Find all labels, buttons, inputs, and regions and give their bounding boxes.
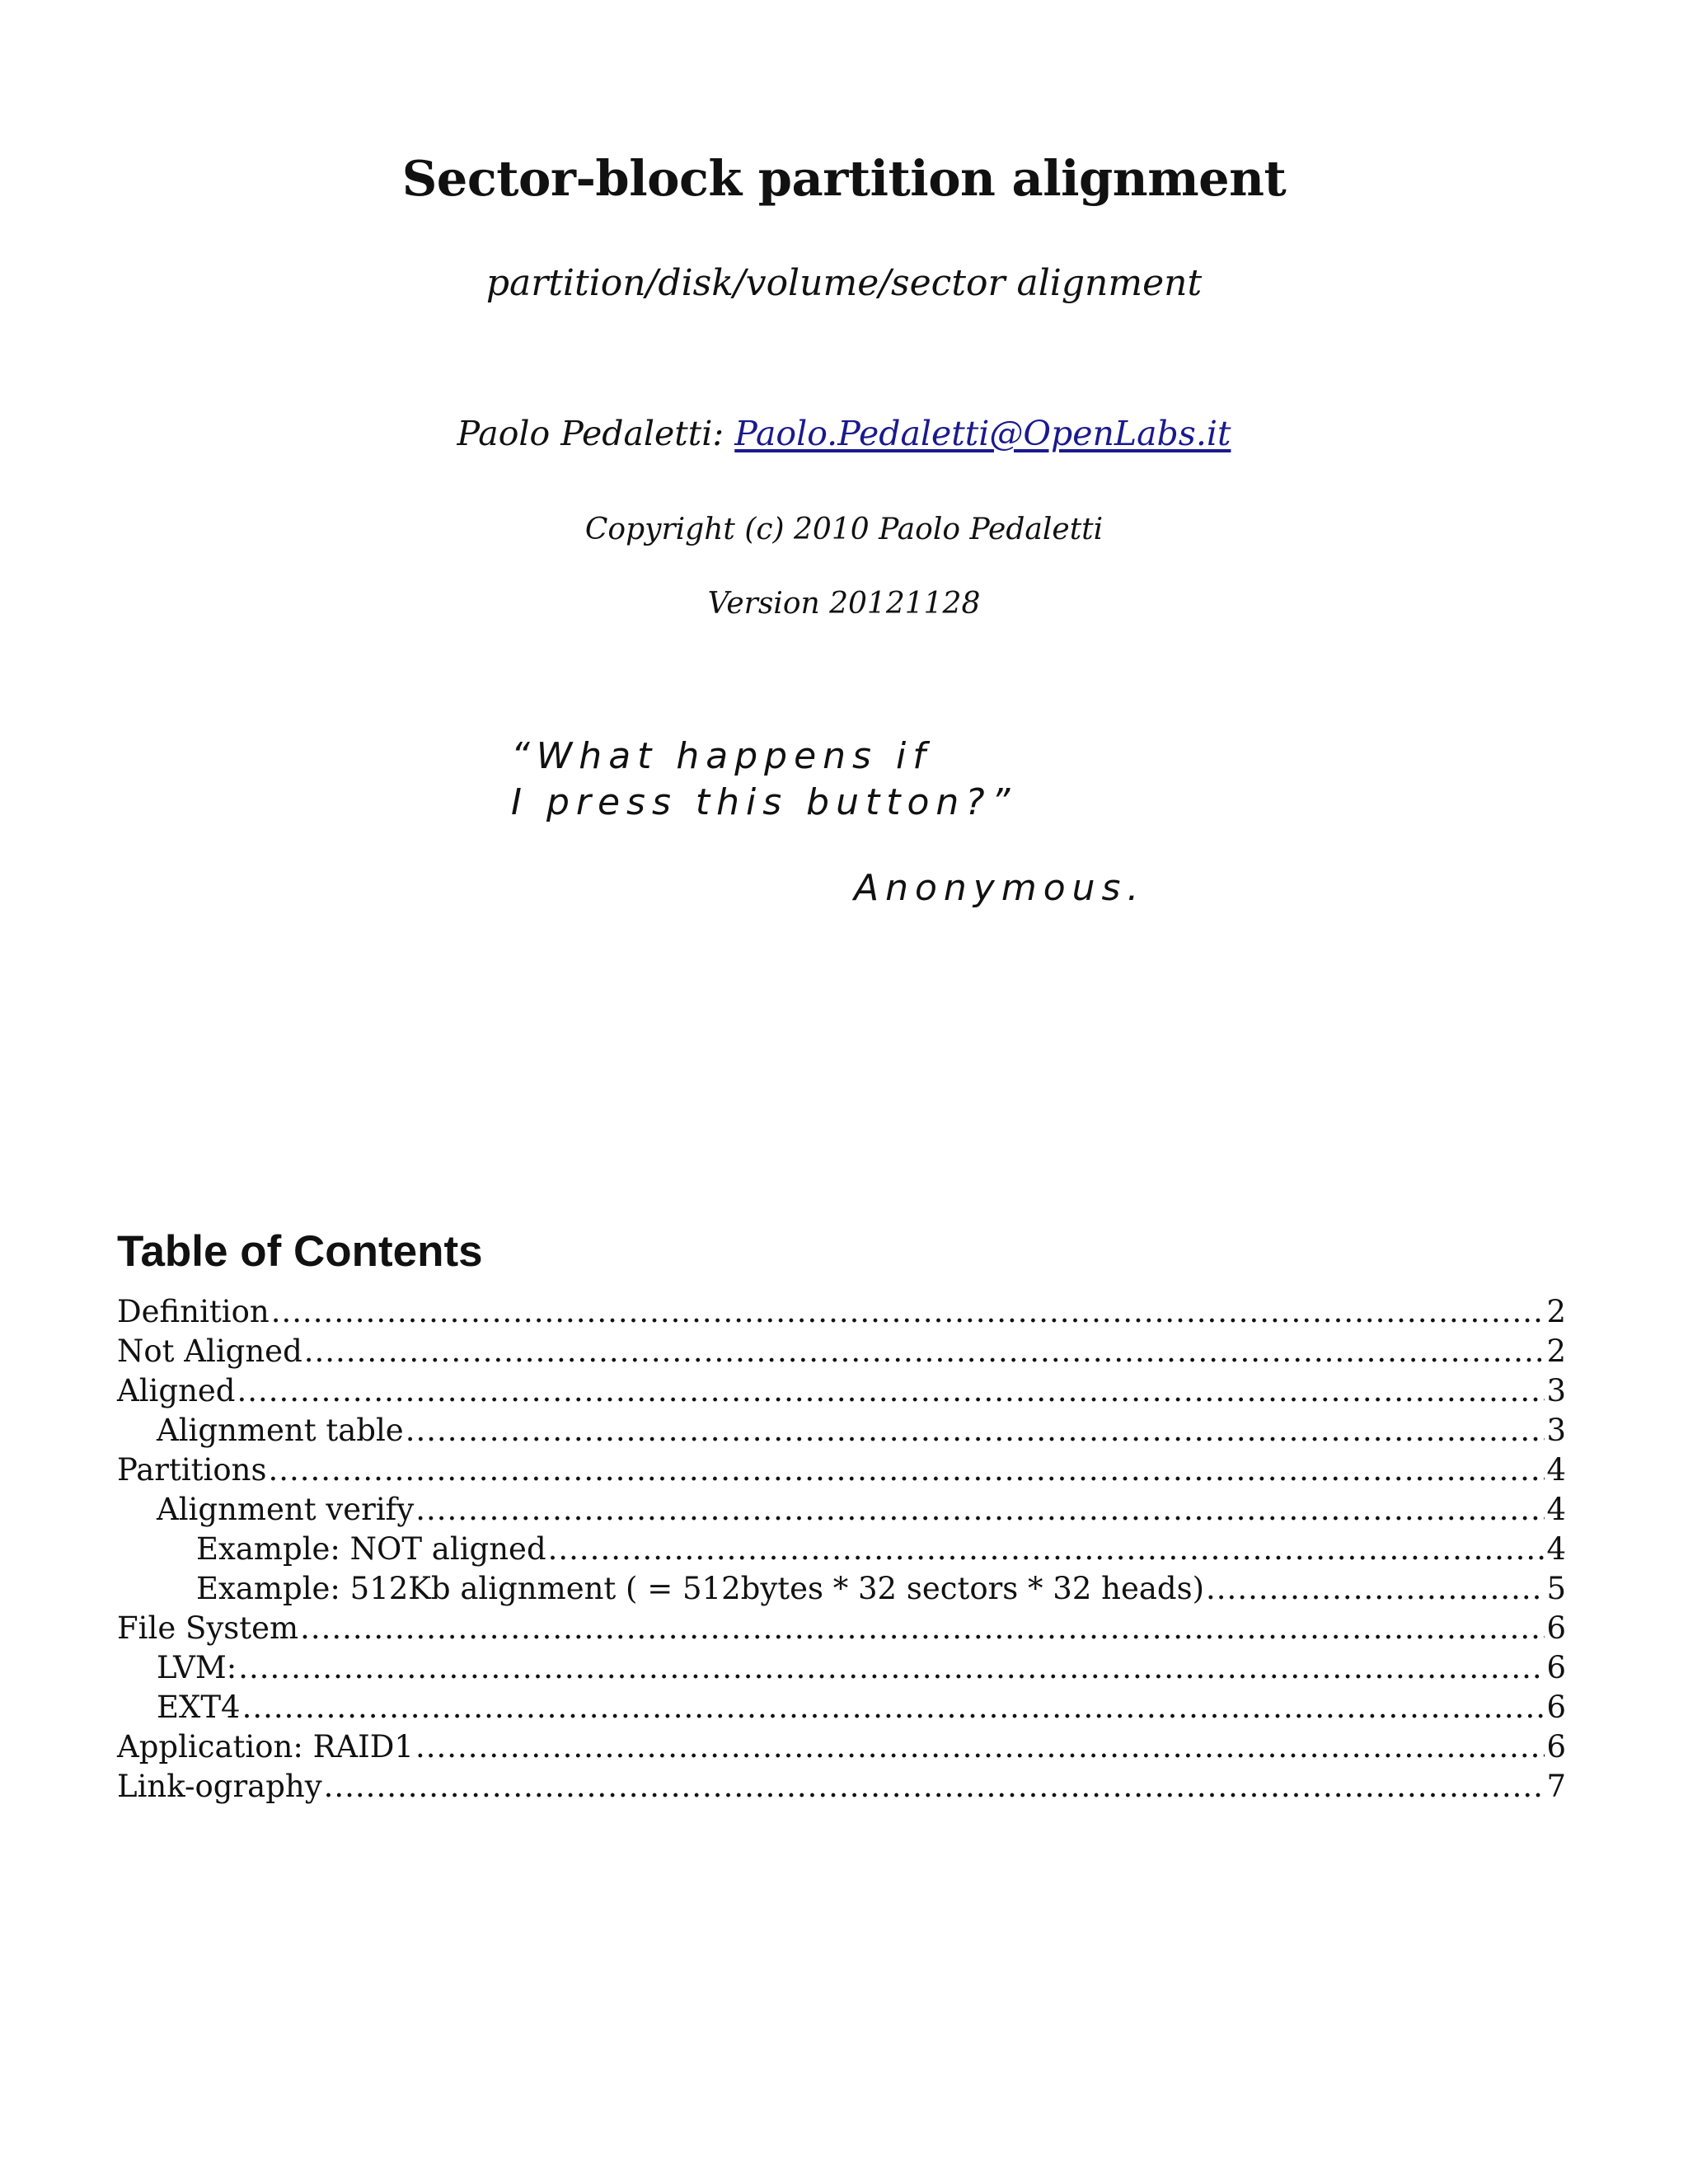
toc-entry-page: 4 [1546, 1492, 1566, 1527]
toc-entry-title: LVM: [157, 1650, 237, 1685]
toc-dot-leader [238, 1648, 1545, 1688]
toc-entry-title: Application: RAID1 [117, 1729, 414, 1765]
toc-entry-page: 7 [1546, 1769, 1566, 1804]
toc-entry-title: EXT4 [157, 1690, 241, 1725]
toc-entry-file-system[interactable] [117, 1609, 1566, 1648]
toc-entry-link-ography[interactable] [117, 1767, 1566, 1807]
toc-dot-leader [415, 1490, 1545, 1530]
toc-entry-page: 6 [1546, 1610, 1566, 1646]
toc-entry-example-not-aligned[interactable] [117, 1530, 1566, 1569]
version-label: Version 20121128 [707, 587, 981, 621]
toc-entry-title: Alignment verify [157, 1492, 415, 1527]
epigraph-quote: “What happens if I press this button?” [511, 735, 1017, 823]
toc-entry-page: 6 [1546, 1729, 1566, 1765]
toc-entry-page: 3 [1546, 1373, 1566, 1408]
toc-entry-title: File System [117, 1610, 299, 1646]
toc-entry-page: 2 [1546, 1294, 1566, 1329]
toc-entry-alignment-table[interactable] [117, 1411, 1566, 1451]
toc-entry-ext4[interactable] [117, 1688, 1566, 1727]
toc-entry-page: 2 [1546, 1333, 1566, 1369]
toc-dot-leader [1206, 1569, 1545, 1609]
toc-entry-page: 4 [1546, 1531, 1566, 1567]
toc-entry-not-aligned[interactable] [117, 1332, 1566, 1371]
toc-entry-page: 3 [1546, 1413, 1566, 1448]
document-title: Sector-block partition alignment [401, 150, 1287, 207]
toc-dot-leader [237, 1371, 1545, 1411]
epigraph-attribution: Anonymous. [854, 867, 1146, 909]
toc-dot-leader [415, 1727, 1545, 1767]
toc-dot-leader [406, 1411, 1545, 1451]
toc-dot-leader [271, 1292, 1545, 1332]
toc-entry-page: 6 [1546, 1650, 1566, 1685]
toc-entry-page: 5 [1546, 1571, 1566, 1606]
copyright-notice: Copyright (c) 2010 Paolo Pedaletti [584, 513, 1104, 546]
author-email-link[interactable]: Paolo.Pedaletti@OpenLabs.it [734, 414, 1231, 453]
toc-entry-page: 6 [1546, 1690, 1566, 1725]
toc-entry-partitions[interactable] [117, 1451, 1566, 1490]
toc-entry-aligned[interactable] [117, 1371, 1566, 1411]
toc-dot-leader [242, 1688, 1545, 1727]
toc-dot-leader [548, 1530, 1545, 1569]
table-of-contents [117, 1292, 1566, 1807]
document-subtitle: partition/disk/volume/sector alignment [485, 262, 1203, 304]
toc-entry-title: Alignment table [157, 1413, 404, 1448]
author-line [0, 414, 1688, 453]
toc-entry-application-raid1[interactable] [117, 1727, 1566, 1767]
toc-entry-definition[interactable] [117, 1292, 1566, 1332]
toc-entry-title: Partitions [117, 1452, 267, 1488]
toc-dot-leader [300, 1609, 1545, 1648]
toc-entry-alignment-verify[interactable] [117, 1490, 1566, 1530]
toc-entry-page: 4 [1546, 1452, 1566, 1488]
toc-entry-example-512kb-alignment[interactable] [117, 1569, 1566, 1609]
toc-dot-leader [304, 1332, 1545, 1371]
toc-entry-title: Not Aligned [117, 1333, 302, 1369]
toc-dot-leader [324, 1767, 1545, 1807]
author-name: Paolo Pedaletti: [457, 414, 735, 453]
toc-entry-title: Aligned [117, 1373, 236, 1408]
toc-entry-title: Example: 512Kb alignment ( = 512bytes * 32 sectors * 32 heads) [196, 1571, 1205, 1606]
toc-heading: Table of Contents [117, 1227, 483, 1276]
toc-entry-title: Example: NOT aligned [196, 1531, 546, 1567]
toc-entry-title: Definition [117, 1294, 270, 1329]
toc-dot-leader [268, 1451, 1545, 1490]
toc-entry-lvm[interactable] [117, 1648, 1566, 1688]
toc-entry-title: Link-ography [117, 1769, 322, 1804]
